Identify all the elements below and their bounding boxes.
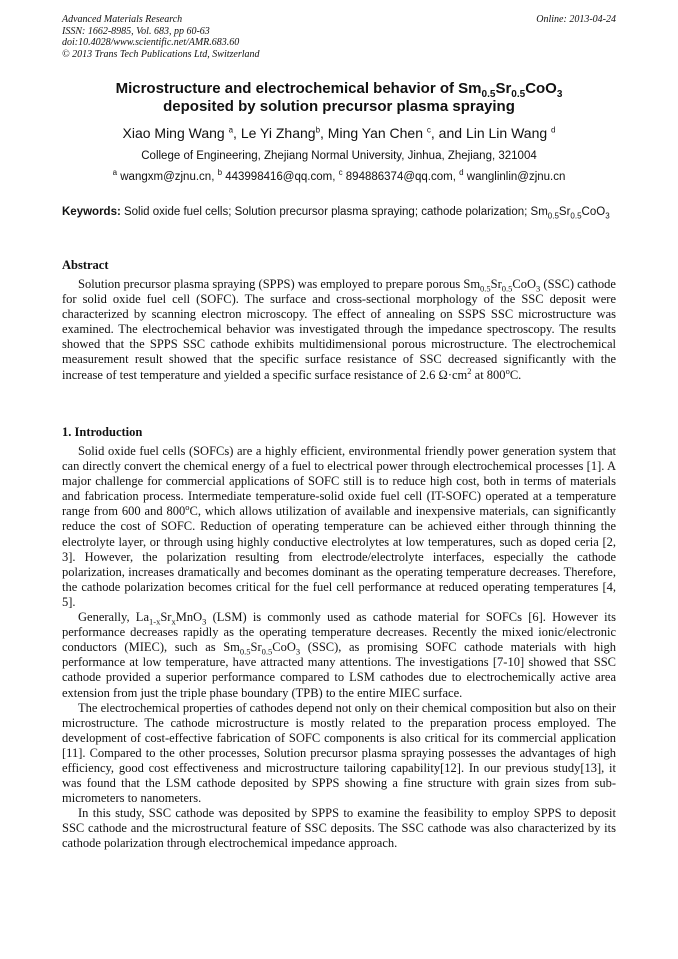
email-mark: d [459, 168, 464, 178]
formula-subscript: 3 [605, 211, 610, 221]
author-name: Lin Lin Wang [465, 125, 552, 141]
superscript: o [185, 502, 190, 513]
text-run: (LSM) is commonly used as cathode material for SOFCs [6]. However its performance decreases rapidly as the operating temperature decreases. Recently the mixed ionic/electronic conductors (MIEC), such as Sm [62, 610, 616, 655]
author-separator: , [233, 125, 241, 141]
intro-paragraph-4: In this study, SSC cathode was deposited by SPPS to examine the feasibility to employ SPPS to deposit SSC cathode and the microstructural feature of SSC deposits. The SSC cathode was also characterized by its cathode polarization through electrochemical impedance approach. [62, 806, 616, 851]
subscript: 0.5 [480, 283, 491, 294]
superscript: 2 [467, 365, 472, 376]
author-separator: , [320, 125, 328, 141]
intro-paragraph-1 [62, 444, 616, 610]
text-run: Sr [490, 277, 502, 291]
intro-paragraph-3: The electrochemical properties of cathodes depend not only on their chemical composition but also on their microstructure. The cathode microstructure is mostly related to the preparation process employed. The development of cost-effective fabrication of SOFC components is also critical for its commercial application [11]. Compared to the other processes, Solution precursor plasma spraying possesses the advantages of high efficiency, good cost effectiveness and microstructure tailoring capability[12]. In our previous study[13], it was found that the LSM cathode deposited by SPPS showing a fine structure with grain sizes from sub-micrometers to nanometers. [62, 700, 616, 806]
abstract-body [62, 277, 616, 383]
text-run: CoO [272, 640, 296, 655]
paper-title [62, 80, 616, 116]
author-name: Le Yi Zhang [240, 125, 316, 141]
formula-subscript: 0.5 [547, 211, 559, 221]
author-mark: b [315, 125, 321, 135]
keywords-label: Keywords: [62, 206, 121, 218]
text-run: MnO [175, 610, 203, 625]
title-text: Microstructure and electrochemical behavior of Sm [115, 80, 482, 97]
author-name: Xiao Ming Wang [122, 125, 229, 141]
introduction-heading: 1. Introduction [62, 425, 143, 439]
subscript: 3 [295, 646, 301, 657]
author-name: Ming Yan Chen [327, 125, 427, 141]
doi-line: doi:10.4028/www.scientific.net/AMR.683.60 [62, 37, 240, 48]
text-run: CoO [512, 277, 537, 291]
email-mark: c [338, 168, 343, 178]
text-run: Generally, La [78, 610, 149, 625]
text-run: at 800 [471, 367, 506, 382]
formula-part: Sm [530, 206, 548, 218]
email-separator: , [211, 171, 218, 183]
title-subscript: 0.5 [481, 89, 496, 100]
email-mark: b [217, 168, 223, 178]
text-run: C, which allows utilization of available and inexpensive materials, can significantly reduce the cost of SOFC. Reduction of operating temperature can be achieved either through thinning the electrolyte layer, or through using highly conductive electrolytes at low temperatures, such as doped ceria [2, 3]. However, the polarization resulting from electrode/electrolyte interfaces, especially the cathode polarization, increases dramatically and becomes dominant as the operating temperature decreases. Therefore, the cathode polarization becomes critical for the fuel cell performance at reduced operating temperatures [4, 5]. [62, 504, 616, 609]
email-address[interactable]: 443998416@qq.com [222, 171, 333, 183]
email-separator: , [452, 171, 460, 183]
title-subscript: 3 [556, 89, 563, 100]
formula-subscript: 0.5 [570, 211, 582, 221]
journal-name: Advanced Materials Research [62, 14, 183, 25]
text-run: (SSC), as promising SOFC cathode materials with high performance at low temperature, have attracted many attentions. The investigations [7-10] showed that SSC cathode provided a superior performance compared to LSM cathodes due to electrochemically active area extension from just the triple phase boundary (TPB) to the entire MIEC surface. [62, 640, 617, 700]
online-date: Online: 2013-04-24 [536, 14, 616, 25]
subscript: 1-x [149, 616, 161, 627]
title-text: CoO [525, 80, 557, 97]
author-list [62, 124, 616, 142]
subscript: 0.5 [239, 646, 251, 657]
keywords-text: Solid oxide fuel cells; Solution precursor plasma spraying; cathode polarization; [120, 206, 531, 218]
abstract-heading: Abstract [62, 258, 109, 272]
author-mark: a [228, 125, 234, 135]
text-run: Solid oxide fuel cells (SOFCs) are a highly efficient, environmental friendly power generation system that can directly convert the chemical energy of a fuel to electrical power through electrochemical processes [1]. A major challenge for commercial applications of SOFC still is to reduce high cost, both in terms of materials and fabrication process. Intermediate temperature-solid oxide fuel cell (IT-SOFC) operated at a temperature range from 600 and 800 [62, 444, 616, 519]
intro-paragraph-2 [62, 610, 616, 701]
author-mark: d [551, 125, 556, 135]
superscript: o [505, 365, 510, 376]
formula-part: Sr [558, 206, 571, 218]
author-mark: c [426, 125, 431, 135]
copyright-line: © 2013 Trans Tech Publications Ltd, Switzerland [62, 48, 260, 60]
subscript: 0.5 [261, 646, 273, 657]
email-address[interactable]: 894886374@qq.com [342, 171, 453, 183]
author-separator: , and [430, 125, 466, 141]
affiliation: College of Engineering, Zhejiang Normal University, Jinhua, Zhejiang, 321004 [141, 150, 537, 162]
email-list [62, 170, 616, 185]
subscript: 0.5 [501, 283, 513, 294]
text-run: Solution precursor plasma spraying (SPPS) was employed to prepare porous Sm [78, 277, 481, 291]
keywords [62, 205, 616, 220]
subscript: 3 [536, 283, 541, 294]
issn-line: ISSN: 1662-8985, Vol. 683, pp 60-63 [62, 25, 210, 37]
title-text: Sr [495, 80, 512, 97]
journal-header [62, 14, 616, 60]
formula-part: CoO [581, 206, 606, 218]
introduction-body [62, 444, 616, 852]
title-text: deposited by solution precursor plasma spraying [163, 98, 515, 115]
email-separator: , [332, 171, 339, 183]
email-address[interactable]: wangxm@zjnu.cn [117, 171, 212, 183]
title-subscript: 0.5 [511, 89, 526, 100]
email-address[interactable]: wanglinlin@zjnu.cn [463, 171, 566, 183]
text-run: (SSC) cathode for solid oxide fuel cell (SOFC). The surface and cross-sectional morphology of the SSC deposit were characterized by scanning electron microscopy. The effect of annealing on SSPS SSC microstructure was examined. The electrochemical behavior was investigated through the impedance spectroscopy. The results showed that the SPPS SSC cathode exhibits multidimensional porous microstructure. The electrochemical measurement result showed that the specific surface resistance of SSC decreased significantly with the increase of test temperature and yielded a specific surface resistance of 2.6 Ω·cm [62, 277, 616, 382]
text-run: Sr [160, 610, 172, 625]
email-mark: a [112, 168, 118, 178]
abstract-paragraph [62, 277, 616, 383]
subscript: 3 [202, 616, 207, 627]
subscript: x [171, 616, 176, 627]
text-run: Sr [250, 640, 262, 655]
text-run: C. [509, 367, 522, 382]
